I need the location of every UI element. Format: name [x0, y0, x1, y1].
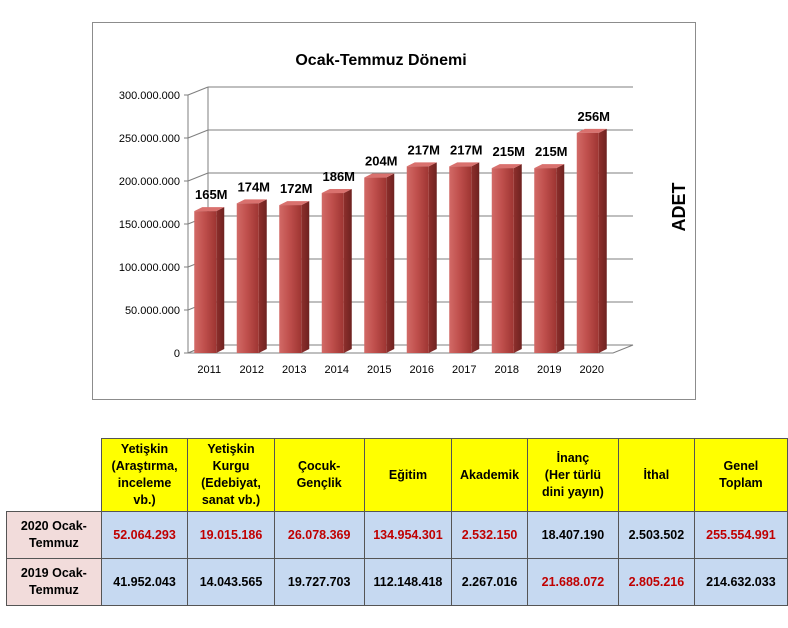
row-header-line: 2019 Ocak-: [20, 566, 87, 580]
y-tick-label: 300.000.000: [118, 90, 180, 102]
gridline-diagonal: [188, 173, 208, 181]
column-header-line: Yetişkin: [207, 442, 255, 456]
column-header: [694, 439, 787, 512]
bar: [279, 205, 301, 353]
bar: [577, 133, 599, 353]
column-header: [452, 439, 528, 512]
bar-side: [216, 207, 224, 353]
column-header-line: vb.): [133, 493, 156, 507]
data-label: 174M: [237, 179, 271, 195]
table-cell: 14.043.565: [188, 559, 274, 606]
y-tick-label: 200.000.000: [118, 176, 180, 188]
table-cell: 112.148.418: [364, 559, 451, 606]
column-header-line: inceleme: [117, 476, 172, 490]
x-tick-label: 2011: [197, 364, 222, 376]
column-header-line: Akademik: [460, 467, 520, 482]
bar-side: [514, 164, 522, 353]
x-tick-label: 2013: [282, 364, 307, 376]
column-header-line: Kurgu: [212, 459, 250, 473]
y-tick-label: 0: [173, 348, 180, 360]
column-header-line: İnanç: [556, 450, 590, 465]
column-header: [274, 439, 364, 512]
column-header-line: Gençlik: [296, 476, 342, 490]
bar: [322, 193, 344, 353]
table-row: [7, 512, 788, 559]
gridline-diagonal: [188, 87, 208, 95]
data-label: 204M: [364, 153, 398, 169]
x-tick-label: 2012: [239, 364, 264, 376]
bar: [364, 178, 386, 353]
x-tick-label: 2016: [409, 364, 434, 376]
chart-frame: [92, 22, 696, 400]
table-cell: 26.078.369: [274, 512, 364, 559]
table-cell: 19.015.186: [188, 512, 274, 559]
data-label: 217M: [449, 142, 483, 158]
row-header-line: 2020 Ocak-: [20, 519, 87, 533]
data-label: 215M: [534, 144, 568, 160]
table-cell: 19.727.703: [274, 559, 364, 606]
data-label: 172M: [279, 181, 313, 197]
bar: [449, 166, 471, 353]
data-label: 165M: [194, 187, 228, 203]
column-header-line: (Araştırma,: [111, 459, 178, 473]
column-header-line: (Edebiyat,: [201, 476, 261, 490]
y-tick-label: 50.000.000: [124, 305, 180, 317]
row-header-line: Temmuz: [28, 583, 79, 597]
column-header-line: Çocuk-: [297, 459, 341, 473]
bar-side: [301, 201, 309, 353]
x-tick-label: 2015: [367, 364, 392, 376]
bar-side: [599, 129, 607, 353]
data-label: 256M: [577, 108, 611, 124]
table-row: [7, 559, 788, 606]
bar-chart: [93, 23, 695, 399]
table-cell: 18.407.190: [527, 512, 618, 559]
x-tick-label: 2019: [537, 364, 562, 376]
bar-side: [386, 174, 394, 353]
column-header-line: Toplam: [719, 476, 763, 490]
y-tick-label: 250.000.000: [118, 133, 180, 145]
table-cell: 255.554.991: [694, 512, 787, 559]
data-table: [6, 438, 788, 606]
column-header: [101, 439, 188, 512]
y-tick-label: 100.000.000: [118, 262, 180, 274]
column-header: [618, 439, 694, 512]
column-header-line: dini yayın): [542, 484, 604, 499]
x-tick-label: 2017: [452, 364, 477, 376]
table-cell: 21.688.072: [527, 559, 618, 606]
table-cell: 2.503.502: [618, 512, 694, 559]
table-cell: 214.632.033: [694, 559, 787, 606]
x-tick-label: 2014: [324, 364, 349, 376]
table-body: [7, 512, 788, 606]
row-header-line: Temmuz: [28, 536, 79, 550]
table-cell: 134.954.301: [364, 512, 451, 559]
column-header-line: İthal: [643, 467, 670, 482]
column-header-line: Genel: [723, 459, 759, 473]
y-tick-label: 150.000.000: [118, 219, 180, 231]
data-label: 215M: [492, 144, 526, 160]
column-header: [527, 439, 618, 512]
data-label: 186M: [322, 169, 356, 185]
bar: [407, 166, 429, 353]
bar: [492, 168, 514, 353]
table-cell: 2.805.216: [618, 559, 694, 606]
table-header-row: [7, 439, 788, 512]
y-axis-label: ADET: [669, 182, 689, 232]
row-header: [7, 559, 102, 606]
bar-side: [556, 164, 564, 353]
column-header-line: Yetişkin: [120, 442, 169, 456]
bar: [194, 211, 216, 353]
table-cell: 2.267.016: [452, 559, 528, 606]
column-header-line: (Her türlü: [544, 467, 602, 482]
column-header: [364, 439, 451, 512]
bar: [237, 203, 259, 353]
table-corner: [7, 439, 102, 512]
data-label: 217M: [407, 142, 441, 158]
x-tick-label: 2020: [579, 364, 604, 376]
column-header-line: sanat vb.): [201, 493, 261, 507]
column-header: [188, 439, 274, 512]
row-header: [7, 512, 102, 559]
bar-side: [429, 162, 437, 353]
bar-side: [344, 189, 352, 353]
chart-title: Ocak-Temmuz Dönemi: [295, 52, 467, 69]
bar-side: [471, 162, 479, 353]
x-tick-label: 2018: [494, 364, 519, 376]
gridline-diagonal: [188, 130, 208, 138]
column-header-line: Eğitim: [388, 467, 428, 482]
table-cell: 41.952.043: [101, 559, 188, 606]
table-cell: 52.064.293: [101, 512, 188, 559]
bar-side: [259, 199, 267, 353]
bar: [534, 168, 556, 353]
table-cell: 2.532.150: [452, 512, 528, 559]
